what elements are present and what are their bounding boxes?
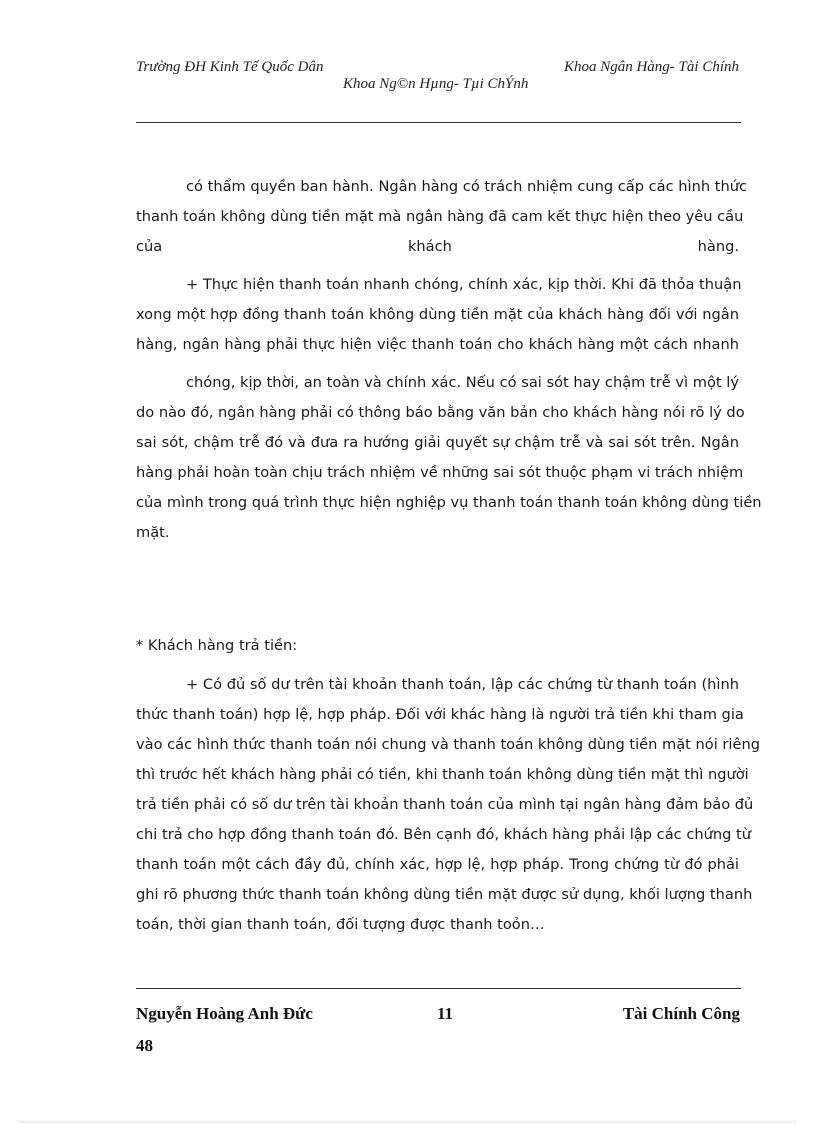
text-line: trả tiền phải có số dư trên tài khoản thanh toán của mình tại ngân hàng đảm bảo đủ bbox=[136, 796, 754, 813]
footer-class-name: Tài Chính Công bbox=[622, 1004, 740, 1023]
paragraph-2 bbox=[136, 270, 742, 360]
text-line: của mình trong quá trình thực hiện nghiệp vụ thanh toán thanh toán không dùng tiền bbox=[136, 494, 762, 511]
text-line: chóng, kịp thời, an toàn và chính xác. Nếu có sai sót hay chậm trễ vì một lý bbox=[186, 374, 739, 391]
word: của bbox=[136, 238, 163, 255]
text-line: xong một hợp đồng thanh toán không dùng tiền mặt của khách hàng đối với ngân bbox=[136, 306, 739, 323]
text-line: ghi rõ phương thức thanh toán không dùng tiền mặt được sử dụng, khối lượng thanh bbox=[136, 886, 753, 903]
text-line: + Thực hiện thanh toán nhanh chóng, chính xác, kịp thời. Khi đã thỏa thuận bbox=[186, 276, 742, 293]
text-line: thanh toán một cách đầy đủ, chính xác, hợp lệ, hợp pháp. Trong chứng từ đó phải bbox=[136, 856, 739, 873]
text-line: + Có đủ số dư trên tài khoản thanh toán, lập các chứng từ thanh toán (hình bbox=[186, 676, 739, 693]
paragraph-4 bbox=[136, 670, 760, 940]
text-line: thanh toán không dùng tiền mặt mà ngân hàng đã cam kết thực hiện theo yêu cầu bbox=[136, 208, 744, 225]
section-heading: * Khách hàng trả tiền: bbox=[136, 637, 298, 654]
text-line: toán, thời gian thanh toán, đối tượng được thanh toỏn… bbox=[136, 916, 545, 933]
footer-rule bbox=[136, 988, 741, 989]
header-school: Trường ĐH Kinh Tế Quốc Dân bbox=[136, 59, 324, 75]
text-line: hàng, ngân hàng phải thực hiện việc thanh toán cho khách hàng một cách nhanh bbox=[136, 336, 739, 353]
text-line: mặt. bbox=[136, 524, 170, 541]
text-line: vào các hình thức thanh toán nói chung và thanh toán không dùng tiền mặt nói riêng bbox=[136, 736, 760, 753]
footer-author: Nguyễn Hoàng Anh Đức bbox=[136, 1004, 313, 1023]
header-faculty: Khoa Ngân Hàng- Tài Chính bbox=[563, 59, 739, 75]
text-line: có thẩm quyền ban hành. Ngân hàng có trách nhiệm cung cấp các hình thức bbox=[186, 178, 747, 195]
paragraph-1 bbox=[136, 172, 747, 262]
text-line: thức thanh toán) hợp lệ, hợp pháp. Đối với khác hàng là người trả tiền khi tham gia bbox=[136, 706, 744, 723]
text-line: hàng phải hoàn toàn chịu trách nhiệm về những sai sót thuộc phạm vi trách nhiệm bbox=[136, 464, 744, 481]
text-line-spread bbox=[136, 232, 739, 262]
word: khách bbox=[407, 238, 452, 255]
text-line: sai sót, chậm trễ đó và đưa ra hướng giải quyết sự chậm trễ và sai sót trên. Ngân bbox=[136, 434, 739, 451]
footer-class-number: 48 bbox=[136, 1036, 153, 1055]
footer-page-number: 11 bbox=[437, 1004, 454, 1023]
word: hàng. bbox=[697, 238, 739, 255]
header-faculty-garbled: Khoa Ng©n Hµng- Tµi ChÝnh bbox=[343, 76, 529, 92]
paragraph-3 bbox=[136, 368, 762, 548]
text-line: thì trước hết khách hàng phải có tiền, khi thanh toán không dùng tiền mặt thì người bbox=[136, 766, 749, 783]
text-line: chi trả cho hợp đồng thanh toán đó. Bên cạnh đó, khách hàng phải lập các chứng từ bbox=[136, 826, 751, 843]
text-line: do nào đó, ngân hàng phải có thông báo bằng văn bản cho khách hàng nói rõ lý do bbox=[136, 404, 745, 421]
header-rule bbox=[136, 122, 741, 123]
